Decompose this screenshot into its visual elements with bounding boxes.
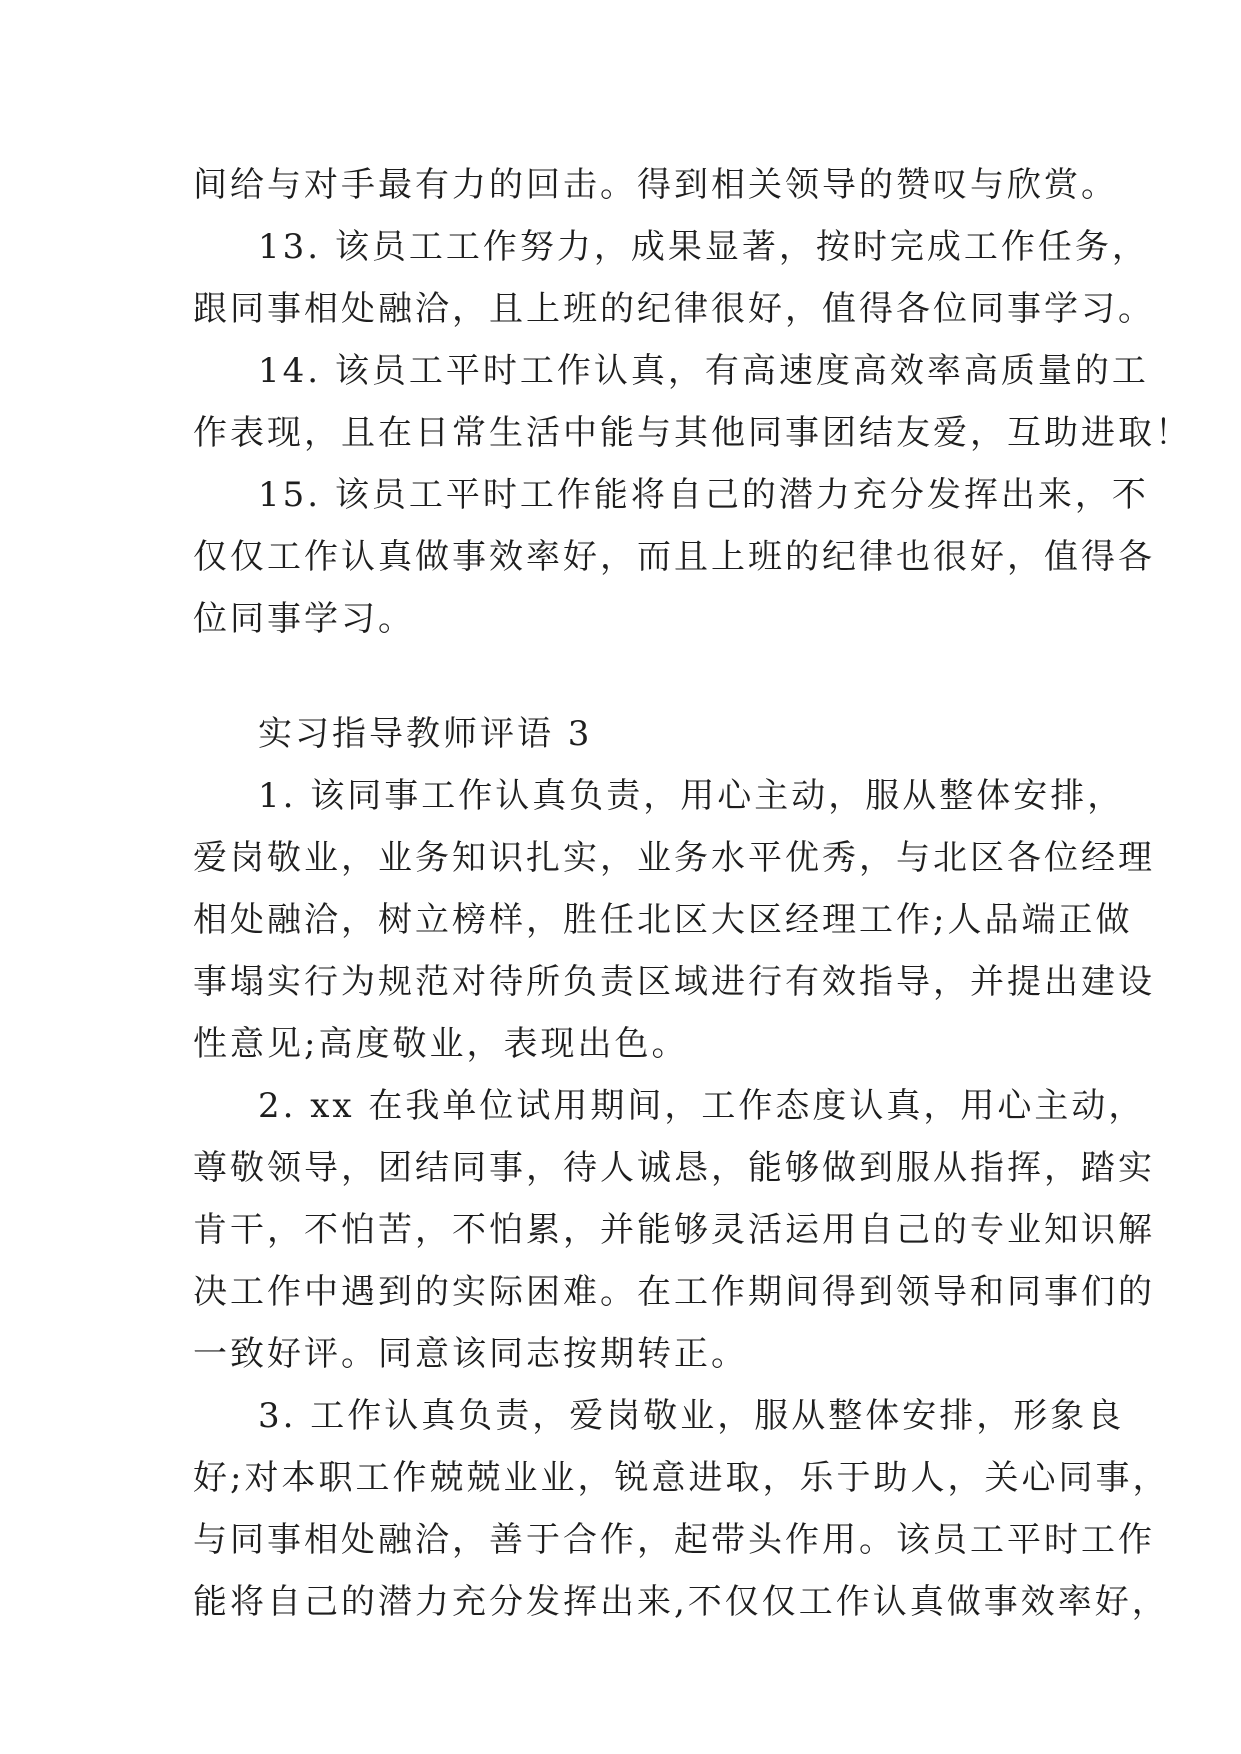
paragraph-line: 性意见;高度敬业，表现出色。 bbox=[193, 1024, 689, 1064]
paragraph-line: 作表现，且在日常生活中能与其他同事团结友爱，互助进取！ bbox=[193, 413, 1192, 453]
paragraph-line: 尊敬领导，团结同事，待人诚恳，能够做到服从指挥，踏实 bbox=[193, 1148, 1155, 1188]
paragraph-line: 间给与对手最有力的回击。得到相关领导的赞叹与欣赏。 bbox=[193, 165, 1118, 205]
paragraph-line: 决工作中遇到的实际困难。在工作期间得到领导和同事们的 bbox=[193, 1272, 1155, 1312]
paragraph-line: 能将自己的潜力充分发挥出来,不仅仅工作认真做事效率好， bbox=[193, 1582, 1169, 1622]
paragraph-line: 一致好评。同意该同志按期转正。 bbox=[193, 1334, 748, 1374]
paragraph-line: 事塌实行为规范对待所负责区域进行有效指导，并提出建设 bbox=[193, 962, 1155, 1002]
section-heading: 实习指导教师评语 3 bbox=[258, 714, 593, 754]
paragraph-line: 仅仅工作认真做事效率好，而且上班的纪律也很好，值得各 bbox=[193, 537, 1155, 577]
list-item-3: 3. 工作认真负责，爱岗敬业，服从整体安排，形象良 bbox=[258, 1396, 1125, 1436]
paragraph-line: 爱岗敬业，业务知识扎实，业务水平优秀，与北区各位经理 bbox=[193, 838, 1155, 878]
list-item-13: 13. 该员工工作努力，成果显著，按时完成工作任务， bbox=[258, 227, 1149, 267]
list-item-15: 15. 该员工平时工作能将自己的潜力充分发挥出来，不 bbox=[258, 475, 1149, 515]
paragraph-line: 好;对本职工作兢兢业业，锐意进取，乐于助人，关心同事， bbox=[193, 1458, 1170, 1498]
list-item-1: 1. 该同事工作认真负责，用心主动，服从整体安排， bbox=[258, 776, 1125, 816]
paragraph-line: 跟同事相处融洽，且上班的纪律很好，值得各位同事学习。 bbox=[193, 289, 1155, 329]
paragraph-line: 相处融洽，树立榜样，胜任北区大区经理工作;人品端正做 bbox=[193, 900, 1133, 940]
list-item-2: 2. xx 在我单位试用期间，工作态度认真，用心主动， bbox=[258, 1086, 1146, 1126]
paragraph-line: 肯干，不怕苦，不怕累，并能够灵活运用自己的专业知识解 bbox=[193, 1210, 1155, 1250]
list-item-14: 14. 该员工平时工作认真，有高速度高效率高质量的工 bbox=[258, 351, 1149, 391]
paragraph-line: 位同事学习。 bbox=[193, 599, 415, 639]
paragraph-line: 与同事相处融洽，善于合作，起带头作用。该员工平时工作 bbox=[193, 1520, 1155, 1560]
